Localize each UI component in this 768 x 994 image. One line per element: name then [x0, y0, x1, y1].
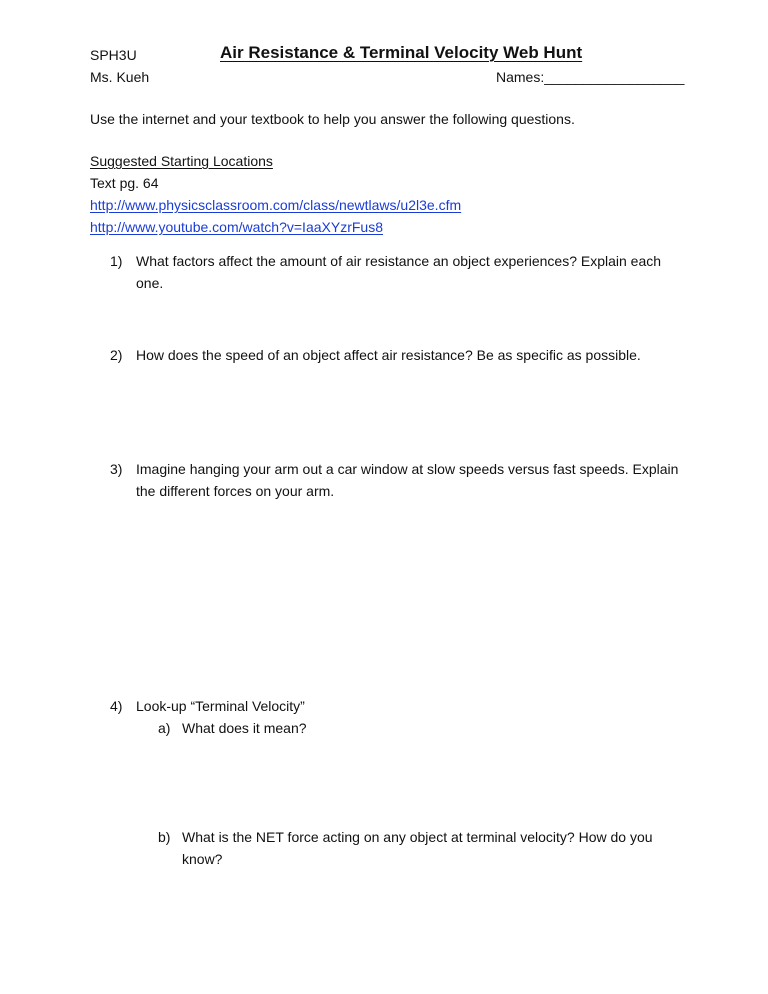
youtube-link[interactable]: http://www.youtube.com/watch?v=IaaXYzrFus8 [90, 219, 383, 235]
subquestion-letter: a) [158, 720, 171, 736]
question-number: 4) [110, 698, 123, 714]
textbook-reference: Text pg. 64 [90, 175, 159, 191]
question-3 [110, 458, 680, 502]
question-4 [110, 695, 680, 717]
question-number: 1) [110, 253, 123, 269]
question-4a [158, 717, 678, 739]
page-title: Air Resistance & Terminal Velocity Web Hunt [220, 43, 583, 62]
physicsclassroom-link[interactable]: http://www.physicsclassroom.com/class/newtlaws/u2l3e.cfm [90, 197, 462, 213]
subquestion-text: What does it mean? [182, 720, 307, 736]
teacher-name: Ms. Kueh [90, 69, 150, 85]
question-number: 2) [110, 347, 123, 363]
subquestion-letter: b) [158, 829, 171, 845]
question-1 [110, 250, 680, 294]
subquestion-text: What is the NET force acting on any object at terminal velocity? How do you know? [182, 829, 653, 867]
instructions: Use the internet and your textbook to help you answer the following questions. [90, 111, 575, 127]
question-text: What factors affect the amount of air resistance an object experiences? Explain each one. [136, 253, 662, 291]
resources-heading: Suggested Starting Locations [90, 153, 273, 169]
question-text: Look-up “Terminal Velocity” [136, 698, 305, 714]
question-text: How does the speed of an object affect air resistance? Be as specific as possible. [136, 347, 641, 363]
course-code: SPH3U [90, 47, 137, 63]
question-text: Imagine hanging your arm out a car window at slow speeds versus fast speeds. Explain the different forces on your arm. [136, 461, 679, 499]
names-field-label: Names:__________________ [496, 69, 685, 85]
question-4b [158, 826, 678, 870]
question-2 [110, 344, 680, 366]
question-number: 3) [110, 461, 123, 477]
